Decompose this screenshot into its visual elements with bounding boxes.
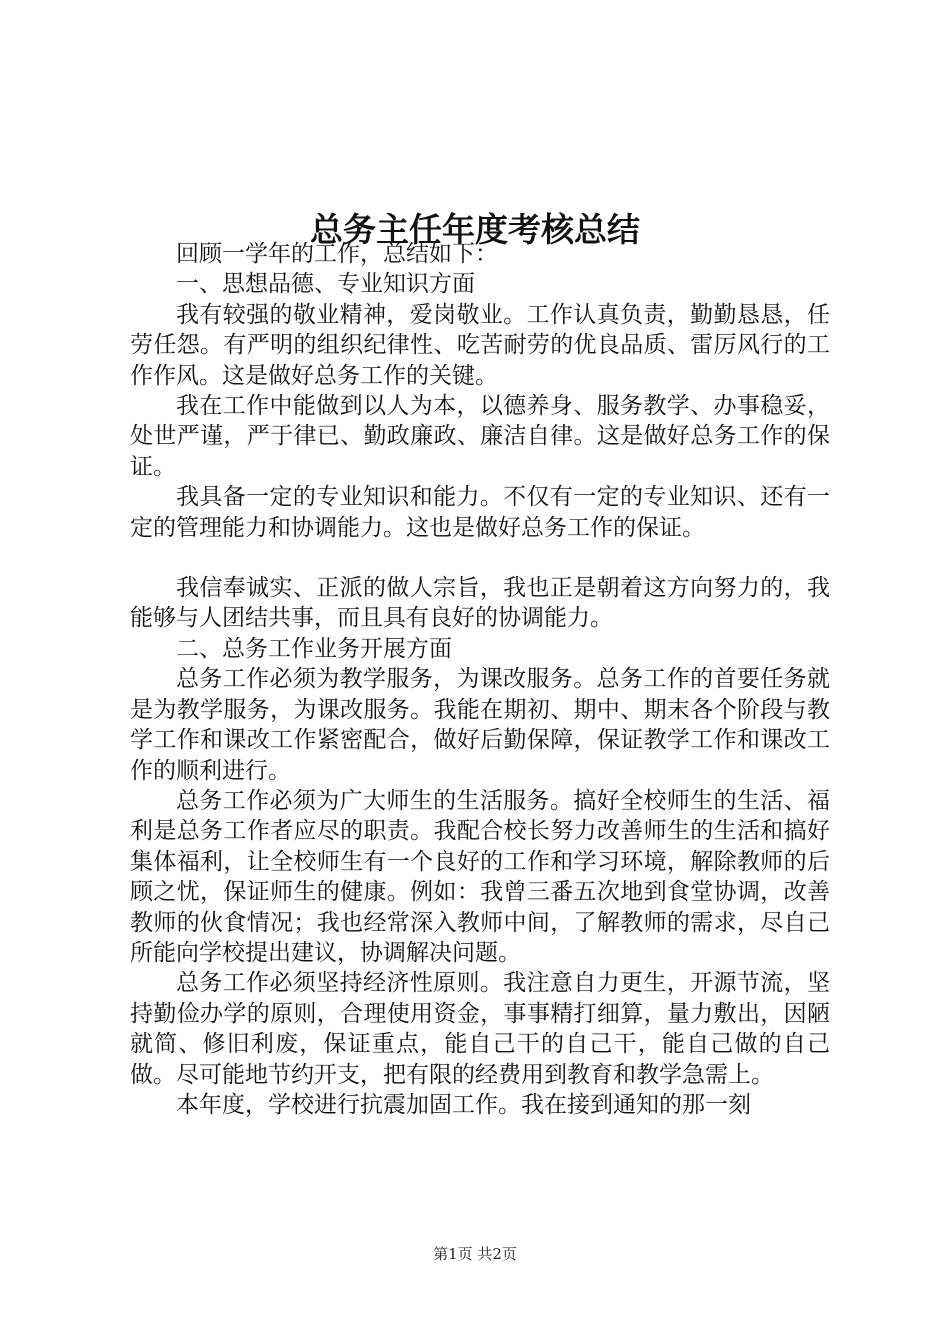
document-title: 总务主任年度考核总结 bbox=[310, 210, 640, 250]
page-footer bbox=[0, 1244, 950, 1264]
page-total: 共2页 bbox=[477, 1245, 517, 1263]
paragraph: 我在工作中能做到以人为本，以德养身、服务教学、办事稳妥，处世严谨，严于律已、勤政廉政、廉洁自律。这是做好总务工作的保证。 bbox=[130, 393, 830, 480]
paragraph: 我信奉诚实、正派的做人宗旨，我也正是朝着这方向努力的，我能够与人团结共事，而且具有良好的协调能力。 bbox=[130, 575, 830, 632]
section-heading: 一、思想品德、专业知识方面 bbox=[176, 271, 475, 298]
paragraph: 我具备一定的专业知识和能力。不仅有一定的专业知识、还有一定的管理能力和协调能力。这也是做好总务工作的保证。 bbox=[130, 484, 830, 541]
paragraph: 本年度，学校进行抗震加固工作。我在接到通知的那一刻 bbox=[176, 1091, 751, 1118]
section-heading: 二、总务工作业务开展方面 bbox=[176, 635, 452, 662]
paragraph: 我有较强的敬业精神，爱岗敬业。工作认真负责，勤勤恳恳，任劳任怨。有严明的组织纪律性、吃苦耐劳的优良品质、雷厉风行的工作作风。这是做好总务工作的关键。 bbox=[130, 301, 830, 389]
paragraph: 总务工作必须为教学服务，为课改服务。总务工作的首要任务就是为教学服务，为课改服务。我能在期初、期中、期末各个阶段与教学工作和课改工作紧密配合，做好后勤保障，保证教学工作和课改工作的顺利进行。 bbox=[130, 666, 830, 784]
document-body bbox=[130, 239, 830, 1120]
page-number: 第1页 bbox=[433, 1245, 473, 1263]
paragraph: 总务工作必须坚持经济性原则。我注意自力更生，开源节流，坚持勤俭办学的原则，合理使用资金，事事精打细算，量力敷出，因陋就简、修旧利废，保证重点，能自己干的自己干，能自己做的自己做。尽可能地节约开支，把有限的经费用到教育和教学急需上。 bbox=[130, 970, 830, 1088]
paragraph: 回顾一学年的工作，总结如下： bbox=[176, 241, 498, 267]
paragraph: 总务工作必须为广大师生的生活服务。搞好全校师生的生活、福利是总务工作者应尽的职责。我配合校长努力改善师生的生活和搞好集体福利，让全校师生有一个良好的工作和学习环境，解除教师的后顾之忧，保证师生的健康。例如：我曾三番五次地到食堂协调，改善教师的伙食情况；我也经常深入教师中间，了解教师的需求，尽自己所能向学校提出建议，协调解决问题。 bbox=[130, 787, 830, 966]
